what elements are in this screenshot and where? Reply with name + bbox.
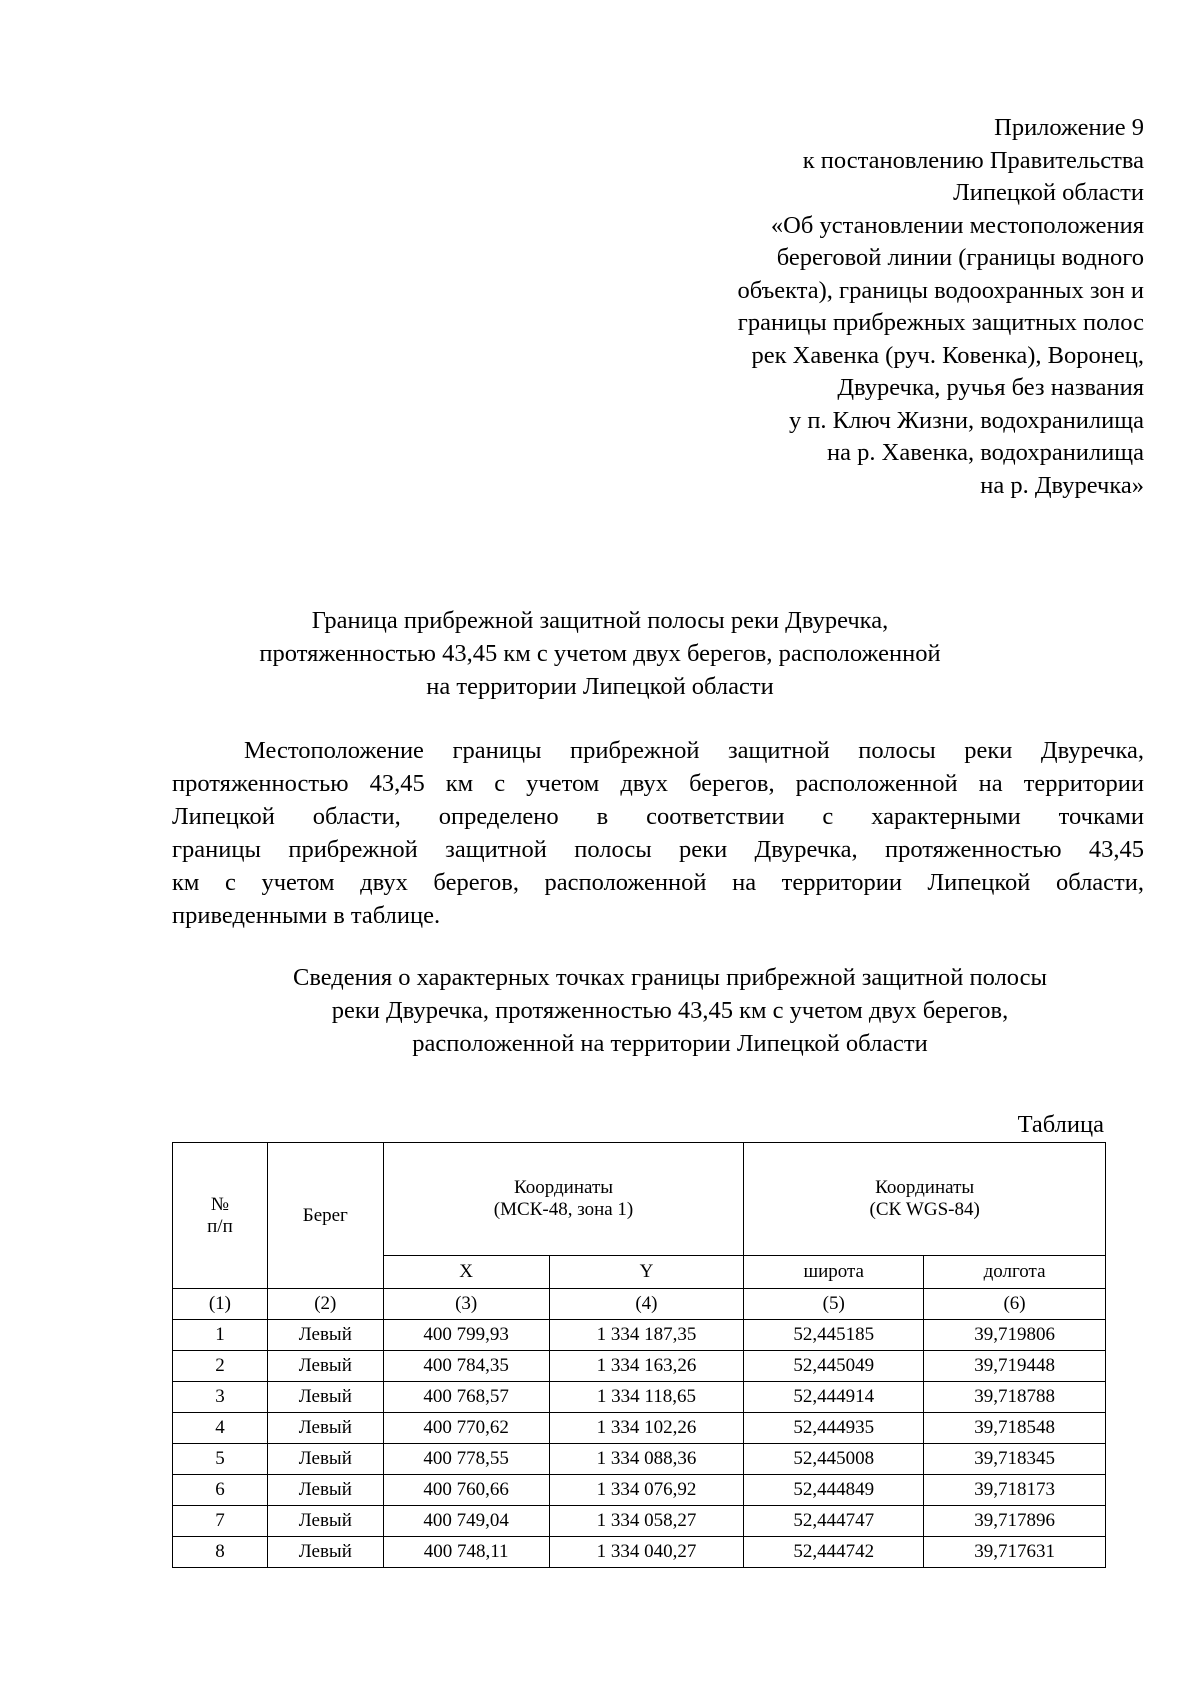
header-num-line2: п/п — [207, 1215, 233, 1237]
paragraph-line: Местоположение границы прибрежной защитной полосы реки Двуречка, — [244, 737, 1144, 764]
cell-x: 400 784,35 — [383, 1351, 549, 1382]
cell-num: 3 — [173, 1382, 268, 1413]
annex-header — [584, 112, 1144, 502]
header-msk-line1: Координаты — [514, 1177, 614, 1198]
annex-line: Приложение 9 — [994, 114, 1144, 141]
cell-num: 2 — [173, 1351, 268, 1382]
column-number: (5) — [744, 1289, 924, 1320]
header-x: X — [383, 1256, 549, 1289]
cell-lon: 39,719806 — [924, 1320, 1106, 1351]
cell-bank: Левый — [267, 1351, 383, 1382]
header-msk-line2: (МСК-48, зона 1) — [493, 1199, 634, 1220]
annex-line: на р. Двуречка» — [980, 471, 1144, 499]
cell-y: 1 334 040,27 — [549, 1537, 744, 1568]
table-row — [173, 1475, 1106, 1506]
cell-num: 6 — [173, 1475, 268, 1506]
annex-line: Липецкой области — [953, 179, 1144, 206]
cell-bank: Левый — [267, 1382, 383, 1413]
annex-line: рек Хавенка (руч. Ковенка), Воронец, — [751, 341, 1144, 369]
table-row — [173, 1382, 1106, 1413]
annex-line: «Об установлении местоположения — [770, 211, 1144, 239]
cell-x: 400 770,62 — [383, 1413, 549, 1444]
header-lon: долгота — [924, 1256, 1106, 1289]
column-number: (1) — [173, 1289, 268, 1320]
cell-lat: 52,444935 — [744, 1413, 924, 1444]
paragraph-line: протяженностью 43,45 км с учетом двух берегов, расположенной на территории — [172, 770, 1144, 797]
cell-bank: Левый — [267, 1475, 383, 1506]
annex-line: к постановлению Правительства — [802, 146, 1144, 174]
column-number: (6) — [924, 1289, 1106, 1320]
table-header-row — [173, 1143, 1106, 1256]
table-caption: Таблица — [1017, 1111, 1104, 1138]
annex-line: Двуречка, ручья без названия — [837, 374, 1144, 401]
cell-lat: 52,444849 — [744, 1475, 924, 1506]
coordinates-table — [172, 1142, 1106, 1568]
cell-bank: Левый — [267, 1444, 383, 1475]
title-line: протяженностью 43,45 км с учетом двух берегов, расположенной — [259, 640, 941, 667]
cell-num: 5 — [173, 1444, 268, 1475]
cell-lon: 39,717631 — [924, 1537, 1106, 1568]
document-title — [160, 604, 1040, 703]
cell-lat: 52,445008 — [744, 1444, 924, 1475]
cell-num: 4 — [173, 1413, 268, 1444]
annex-line: объекта), границы водоохранных зон и — [737, 276, 1144, 304]
cell-num: 1 — [173, 1320, 268, 1351]
table-title-line: Сведения о характерных точках границы прибрежной защитной полосы — [292, 964, 1047, 991]
header-msk — [383, 1143, 744, 1256]
annex-line: на р. Хавенка, водохранилища — [827, 439, 1144, 466]
cell-x: 400 749,04 — [383, 1506, 549, 1537]
paragraph-line: приведенными в таблице. — [172, 902, 441, 929]
cell-lat: 52,444747 — [744, 1506, 924, 1537]
cell-y: 1 334 088,36 — [549, 1444, 744, 1475]
header-bank: Берег — [267, 1143, 383, 1289]
cell-lon: 39,718173 — [924, 1475, 1106, 1506]
cell-x: 400 760,66 — [383, 1475, 549, 1506]
table-row — [173, 1537, 1106, 1568]
cell-num: 8 — [173, 1537, 268, 1568]
header-wgs — [744, 1143, 1106, 1256]
paragraph-line: Липецкой области, определено в соответствии с характерными точками — [172, 803, 1144, 830]
cell-y: 1 334 187,35 — [549, 1320, 744, 1351]
cell-lon: 39,719448 — [924, 1351, 1106, 1382]
cell-lat: 52,444914 — [744, 1382, 924, 1413]
title-line: Граница прибрежной защитной полосы реки Двуречка, — [311, 607, 889, 634]
cell-bank: Левый — [267, 1537, 383, 1568]
cell-lat: 52,444742 — [744, 1537, 924, 1568]
paragraph-line: км с учетом двух берегов, расположенной на территории Липецкой области, — [172, 869, 1144, 896]
cell-x: 400 768,57 — [383, 1382, 549, 1413]
table-row — [173, 1320, 1106, 1351]
table-row — [173, 1351, 1106, 1382]
cell-x: 400 778,55 — [383, 1444, 549, 1475]
cell-bank: Левый — [267, 1506, 383, 1537]
cell-y: 1 334 102,26 — [549, 1413, 744, 1444]
cell-x: 400 748,11 — [383, 1537, 549, 1568]
cell-lat: 52,445049 — [744, 1351, 924, 1382]
header-y: Y — [549, 1256, 744, 1289]
annex-line: береговой линии (границы водного — [776, 244, 1144, 271]
table-row — [173, 1413, 1106, 1444]
column-number: (3) — [383, 1289, 549, 1320]
body-paragraph — [172, 734, 1144, 932]
column-number: (2) — [267, 1289, 383, 1320]
table-row — [173, 1444, 1106, 1475]
table-title-line: расположенной на территории Липецкой области — [412, 1030, 928, 1057]
table-title-line: реки Двуречка, протяженностью 43,45 км с учетом двух берегов, — [331, 997, 1009, 1024]
cell-y: 1 334 076,92 — [549, 1475, 744, 1506]
cell-y: 1 334 058,27 — [549, 1506, 744, 1537]
cell-y: 1 334 118,65 — [549, 1382, 744, 1413]
header-wgs-line1: Координаты — [875, 1177, 975, 1198]
header-lat: широта — [744, 1256, 924, 1289]
cell-x: 400 799,93 — [383, 1320, 549, 1351]
paragraph-line: границы прибрежной защитной полосы реки Двуречка, протяженностью 43,45 — [172, 836, 1144, 863]
cell-lon: 39,718788 — [924, 1382, 1106, 1413]
table-title — [200, 961, 1140, 1060]
column-numbers-row — [173, 1289, 1106, 1320]
cell-lon: 39,718548 — [924, 1413, 1106, 1444]
header-num-line1: № — [210, 1193, 229, 1215]
header-wgs-line2: (СК WGS-84) — [869, 1199, 980, 1220]
cell-num: 7 — [173, 1506, 268, 1537]
cell-lat: 52,445185 — [744, 1320, 924, 1351]
table-row — [173, 1506, 1106, 1537]
cell-bank: Левый — [267, 1320, 383, 1351]
title-line: на территории Липецкой области — [426, 673, 774, 700]
cell-lon: 39,717896 — [924, 1506, 1106, 1537]
cell-y: 1 334 163,26 — [549, 1351, 744, 1382]
header-num — [173, 1143, 268, 1289]
cell-lon: 39,718345 — [924, 1444, 1106, 1475]
annex-line: границы прибрежных защитных полос — [737, 309, 1144, 336]
cell-bank: Левый — [267, 1413, 383, 1444]
column-number: (4) — [549, 1289, 744, 1320]
annex-line: у п. Ключ Жизни, водохранилища — [788, 406, 1144, 434]
